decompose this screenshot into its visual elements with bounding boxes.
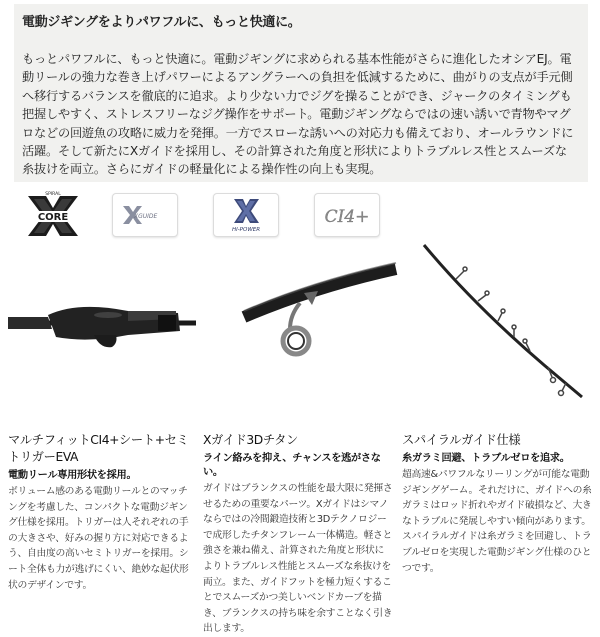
spiral-core-word: CORE (37, 212, 69, 223)
feature-subtitle: 電動リール専用形状を採用。 (8, 470, 137, 481)
x-hipower-logo (213, 193, 279, 237)
feature-subtitle: 糸ガラミ回避、トラブルゼロを追求。 (402, 453, 570, 464)
ci4-logo (314, 193, 380, 237)
feature-reel-seat (8, 432, 194, 593)
feature-title: スパイラルガイド仕様 (402, 433, 521, 447)
xguide-text: XGUIDE (134, 213, 158, 220)
intro-title: 電動ジギングをよりパワフルに、もっと快適に。 (22, 15, 301, 30)
feature-body: ガイドはブランクスの性能を最大限に発揮させるための重要なパーツ。Xガイドはシマノならではの冷間鍛造技術と3Dテクノロジーで成形したチタンフレーム一体構造。軽さと強さを兼ね備え、計算された角度と形状によりトラブルレス性能とスムーズな糸抜けを両立。また、ガイドフットを極力短くすることでスムーズかつ美しいベンドカーブを描き、ブランクスの持ち味を余すことなく引き出します。 (203, 483, 393, 635)
xguide-logo (112, 193, 178, 237)
ci4-text: CI4+ (324, 207, 370, 227)
reel-seat-photo (8, 245, 196, 397)
feature-body: ボリューム感のある電動リールとのマッチングを考慮した、コンパクトな電動ジギング仕様を採用。トリガーは人それぞれの手の大きさや、好みの握り方に対応できるよう、自由度の高いセミトリガーを採用。シート全体も力が逃げにくい、絶妙な起伏形状のデザインです。 (8, 486, 189, 591)
feature-xguide (203, 432, 393, 637)
spiral-guide-photo (404, 245, 592, 397)
feature-title: マルチフィットCI4+シート+セミトリガーEVA (8, 433, 189, 464)
spiral-x-core-logo (20, 190, 86, 240)
feature-body: 超高速&パワフルなリーリングが可能な電動ジギングゲーム。それだけに、ガイドへの糸ガラミはロッド折れやガイド破損など、大きなトラブルに発展しやすい傾向があります。スパイラルガイドは糸ガラミを回避し、トラブルゼロを実現した電動ジギング仕様のひとつです。 (402, 469, 592, 574)
feature-title: Xガイド3Dチタン (203, 433, 298, 447)
intro-panel (14, 4, 588, 182)
xguide-photo (204, 245, 396, 397)
intro-body: もっとパワフルに、もっと快適に。電動ジギングに求められる基本性能がさらに進化したオシアEJ。電動リールの強力な巻き上げパワーによるアングラーへの負担を低減するために、曲がりの支点が手元側へ移行するバランスを徹底的に追求。より少ない力でジグを操ることができ、ジャークのタイミングも把握しやすく、ストレスフリーなジグ操作をサポート。電動ジギングならではの速い誘いで青物やマグロなどの回遊魚の攻略に威力を発揮。一方でスローな誘いへの対応力も備えており、オールラウンドに活躍。そして新たにXガイドを採用し、その計算された角度と形状によりトラブルレス性とスムーズな糸抜けを両立。さらにガイドの軽量化による操作性の向上も実現。 (22, 52, 574, 177)
feature-spiral-guide (402, 432, 592, 576)
x-hipower-text: HI-POWER (231, 227, 261, 233)
spiral-top-word: SPIRAL (45, 192, 61, 197)
technology-logos (20, 190, 400, 240)
feature-subtitle: ライン絡みを抑え、チャンスを逃がさない。 (203, 453, 381, 478)
